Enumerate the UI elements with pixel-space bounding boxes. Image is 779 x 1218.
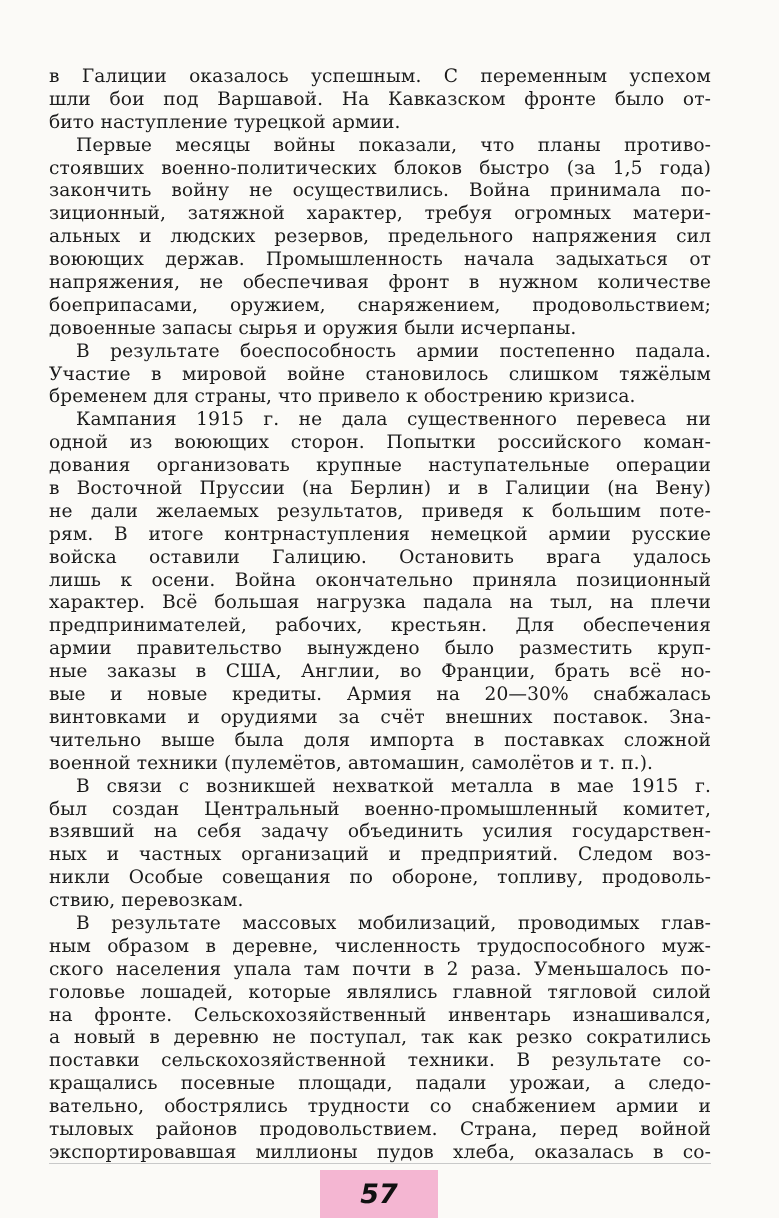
text-line: В результате боеспособность армии постепенно падала. [76, 340, 711, 362]
body-text [49, 66, 711, 1165]
text-line: был создан Центральный военно-промышленный комитет, [49, 798, 711, 820]
text-line: бременем для страны, что привело к обострению кризиса. [49, 386, 636, 408]
text-line: не дали желаемых результатов, приведя к большим поте- [49, 500, 711, 522]
text-line: стоявших военно-политических блоков быстро (за 1,5 года) [49, 157, 711, 179]
text-line: ным образом в деревне, численность трудоспособного муж- [49, 935, 711, 957]
text-line: ского населения упала там почти в 2 раза. Уменьшалось по- [49, 958, 711, 980]
text-line: в Галиции оказалось успешным. С переменным успехом [49, 66, 711, 87]
text-line: тыловых районов продовольствием. Страна, перед войной [49, 1118, 711, 1140]
text-line: вые и новые кредиты. Армия на 20—30% снабжалась [49, 684, 711, 706]
text-line: бито наступление турецкой армии. [49, 111, 401, 133]
text-line: армии правительство вынуждено было разместить круп- [49, 638, 711, 660]
text-line: ных и частных организаций и предприятий. Следом воз- [49, 844, 711, 866]
text-line: винтовками и орудиями за счёт внешних поставок. Зна- [49, 706, 711, 728]
text-line: ные заказы в США, Англии, во Франции, брать всё но- [49, 661, 711, 683]
text-line: Кампания 1915 г. не дала существенного перевеса ни [76, 409, 711, 431]
text-line: ствию, перевозкам. [49, 890, 244, 912]
text-line: характер. Всё большая нагрузка падала на тыл, на плечи [49, 592, 711, 614]
text-line: зиционный, затяжной характер, требуя огромных матери- [49, 203, 711, 225]
text-line: дования организовать крупные наступательные операции [49, 455, 711, 477]
footer-divider [49, 1163, 711, 1164]
text-line: поставки сельскохозяйственной техники. В результате со- [49, 1050, 711, 1072]
page-number-badge [320, 1170, 438, 1218]
text-line: вательно, обострялись трудности со снабжением армии и [49, 1096, 711, 1118]
text-line: довоенные запасы сырья и оружия были исчерпаны. [49, 317, 577, 339]
text-line: военной техники (пулемётов, автомашин, самолётов и т. п.). [49, 752, 654, 774]
text-line: никли Особые совещания по обороне, топливу, продоволь- [49, 867, 711, 889]
text-line: взявший на себя задачу объединить усилия государствен- [49, 821, 711, 843]
text-line: Первые месяцы войны показали, что планы противо- [76, 134, 711, 156]
text-line: В связи с возникшей нехваткой металла в мае 1915 г. [76, 775, 711, 797]
text-line: в Восточной Пруссии (на Берлин) и в Галиции (на Вену) [49, 478, 711, 500]
text-line: предпринимателей, рабочих, крестьян. Для обеспечения [49, 615, 711, 637]
text-line: а новый в деревню не поступал, так как резко сократились [49, 1027, 711, 1049]
text-line: войска оставили Галицию. Остановить врага удалось [49, 546, 711, 568]
text-line: одной из воюющих сторон. Попытки российского коман- [49, 432, 711, 454]
text-line: напряжения, не обеспечивая фронт в нужном количестве [49, 272, 711, 294]
text-line: воюющих держав. Промышленность начала задыхаться от [49, 249, 711, 271]
text-line: рям. В итоге контрнаступления немецкой армии русские [49, 523, 711, 545]
text-line: экспортировавшая миллионы пудов хлеба, оказалась в со- [49, 1141, 711, 1163]
text-line: Участие в мировой войне становилось слишком тяжёлым [49, 363, 711, 385]
text-line: альных и людских резервов, предельного напряжения сил [49, 226, 711, 248]
text-line: головье лошадей, которые являлись главной тягловой силой [49, 981, 711, 1003]
page-number: 57 [360, 1178, 398, 1210]
text-line: чительно выше была доля импорта в поставках сложной [49, 729, 711, 751]
text-line: В результате массовых мобилизаций, проводимых глав- [76, 912, 711, 934]
text-line: шли бои под Варшавой. На Кавказском фронте было от- [49, 88, 711, 110]
text-line: закончить войну не осуществились. Война принимала по- [49, 180, 711, 202]
text-line: лишь к осени. Война окончательно приняла позиционный [49, 569, 711, 591]
text-line: кращались посевные площади, падали урожаи, а следо- [49, 1073, 711, 1095]
text-line: на фронте. Сельскохозяйственный инвентарь изнашивался, [49, 1004, 711, 1026]
text-line: боеприпасами, оружием, снаряжением, продовольствием; [49, 294, 711, 316]
